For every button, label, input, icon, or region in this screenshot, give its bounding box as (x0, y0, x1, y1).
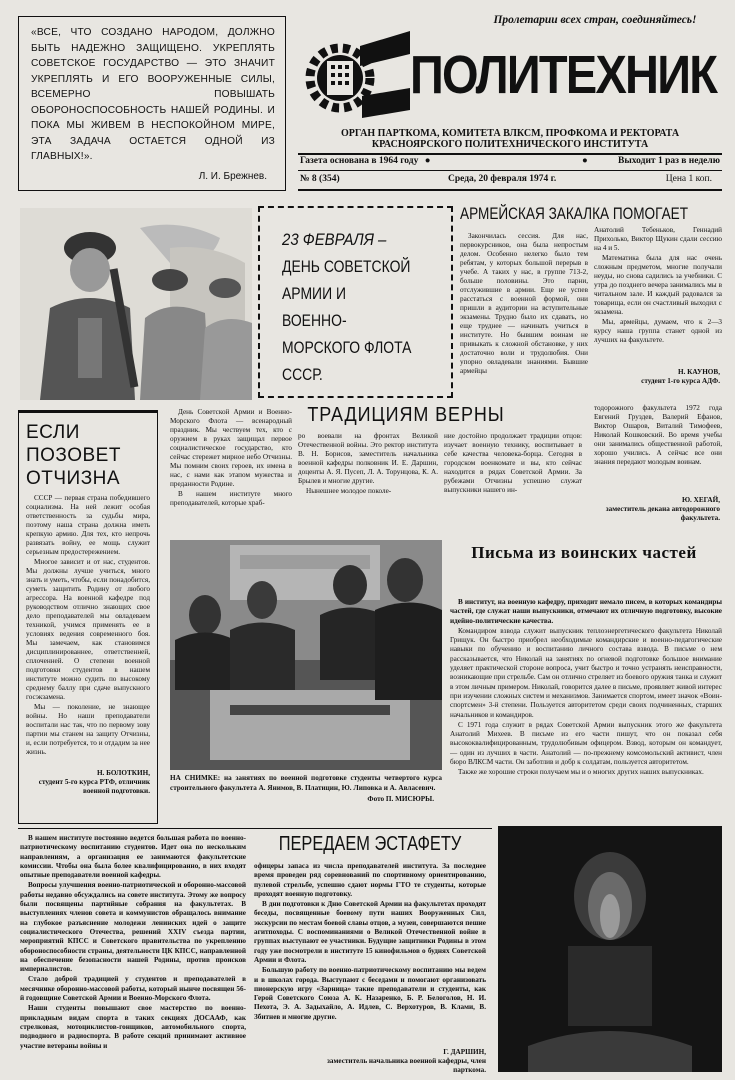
pisma-p1: Командиром взвода служит выпускник теплоэнергетического факультета Николай Грищук. Он быстро приобрел необходимые командирские и военно-педагогические навыки по обучению и воспитанию личного состава взвода. В письме о нем рассказывается, что Николай на занятиях по огневой подготовке большое внимание уделяет практической стороне вопроса, учит быстро и точно устранять неисправности, возникающие при стрельбе. Сам он отлично стреляет из боевого оружия танка и служит в этом личным примером. Николай, говорится далее в письме, проявляет живой интерес при изучении сложных систем и механизмов. Занимается спортом, имеет значок «Воин-спортсмен» 3-й степени. Пользуется авторитетом среди своих подчиненных, старших начальников и командиров. (450, 626, 722, 719)
gear-emblem-icon (300, 26, 410, 126)
armeiskaya-signature-role: студент 1-го курса АДФ. (641, 377, 720, 385)
traditsiyam-headline: ТРАДИЦИЯМ ВЕРНЫ (307, 404, 505, 426)
esli-signature (26, 769, 150, 796)
holiday-line-4: МОРСКОГО ФЛОТА (282, 338, 412, 357)
quote-text: «ВСЕ, ЧТО СОЗДАНО НАРОДОМ, ДОЛЖНО БЫТЬ НАДЕЖНО ЗАЩИЩЕНО. УКРЕПЛЯТЬ СОВЕТСКОЕ ГОСУДАРСТВО — ЭТО ЗНАЧИТ УКРЕПЛЯТЬ И ЕГО ВООРУЖЕННЫЕ СИЛЫ, ВСЕМЕРНО ПОВЫШАТЬ ОБОРОНОСПОСОБНОСТЬ НАШЕЙ РОДИНЫ. И ПОКА МЫ ЖИВЕМ В НЕСПОКОЙНОМ МИРЕ, ЭТА ЗАДАЧА ОСТАЕТСЯ ОДНОЙ ИЗ ГЛАВНЫХ!». (31, 27, 275, 162)
pisma-intro: В институт, на военную кафедру, приходит немало писем, в которых командиры частей, где служат наши выпускники, отмечают их отличную подготовку, высокие идейно-политические качества. (450, 598, 722, 625)
esli-headline-line-3: ОТЧИЗНА (26, 468, 121, 489)
traditsiyam-col2-p2: Нынешнее молодое поколе- (306, 487, 392, 495)
peredaem-signature (300, 1048, 486, 1075)
traditsiyam-col2 (298, 432, 438, 528)
armeiskaya-col2-p2: Математика была для нас очень сложным предметом, многие получали неуды, но снова садились за учебники. С утра до позднего вечера занимались мы в читальном зале. И каждый радовался за товарища, если он счастливый выходил с экзамена. (594, 254, 722, 316)
quote-author: Л. И. Брежнев. (198, 171, 267, 182)
bottom-left-p1: В нашем институте постоянно ведется большая работа по военно-патриотическому воспитанию студентов. Идет она по нескольким направлениям, а организация ее занимаются факультетские комиссии. Чтобы она была более квалифицированно, в них входят опытные преподаватели военной кафедры. (20, 834, 246, 880)
armeiskaya-col2 (594, 226, 722, 366)
photo-credit: Фото П. МИСЮРЫ. (367, 795, 434, 803)
traditsiyam-col4: тодорожного факультета 1972 года Евгений Груздев, Валерий Ефанов, Виктор Ошаров, Виталий Тимофеев, Николай Кошковский. Во время учебы они занимались общественной работой, хорошо учились. А сейчас все они знания передают молодым воинам. (594, 404, 722, 466)
esli-body (26, 494, 150, 766)
traditsiyam-signature-name: Ю. ХЕГАЙ, (681, 496, 720, 504)
armeiskaya-col2-p3: Мы, армейцы, думаем, что к 2—3 курсу наша группа станет одной из лучших на факультете. (594, 318, 722, 344)
peredaem-signature-name: Г. ДАРШИН, (443, 1048, 486, 1056)
issue-line (300, 174, 720, 188)
esli-headline (26, 421, 150, 490)
traditsiyam-col2-p1: ро воевали на фронтах Великой Отечественной войны. Это ректор института В. Н. Борисов, заместитель начальника военной кафедры полковник И. Е. Даршин, доценты А. Я. Пусеп, Л. А. Торунцова, К. А. Брылев и многие другие. (298, 432, 438, 485)
esli-body-p3: Мы — поколение, не знающее войны. Но наши преподаватели воспитали нас так, что по первому зову партии мы станем на защиту Отчизны, и, если потребуется, то и отдадим за нее жизнь. (26, 703, 150, 756)
traditsiyam-signature-role: заместитель декана автодорожного факультета. (605, 505, 720, 522)
traditsiyam-col1-p1: День Советской Армии и Военно-Морского Флота — всенародный праздник. Мы чествуем тех, кто с оружием в руках защищал первое социалистическое государство, кто сейчас стережет мирное небо Отчизны. Мы помним своих героев, их имена в нас, с нами как этапом мужества и преданности Родине. (170, 408, 292, 488)
issue-number: № 8 (354) (300, 174, 340, 184)
esli-headline-line-2: ПОЗОВЕТ (26, 445, 121, 466)
photo-caption-text: НА СНИМКЕ: на занятиях по военной подготовке студенты четвертого курса строительного факультета А. Янимов, В. Платицин, Ю. Липовка и А. Авласевич. (170, 774, 442, 792)
founded-text: Газета основана в 1964 году (300, 156, 419, 166)
soldiers-illustration (20, 208, 252, 400)
traditsiyam-signature (594, 496, 720, 523)
esli-body-p2: Многое зависит и от нас, студентов. Мы должны лучше учиться, много знать и уметь, чтобы, если понадобится, суметь защитить Родину от любого агрессора. На военной кафедре под руководством отлично знающих свое дело преподавателей мы овладеваем техникой, учимся применять ее в условиях ведения современного боя. Мы замечаем, как становимся дисциплинированнее, ответственней, сплоченней. О степени военной подготовки студентов в нашем институте можно судить по высокому среднему баллу при сдаче выпускного госэкзамена. (26, 558, 150, 701)
armeiskaya-col1: Закончилась сессия. Для нас, первокурсников, она была непростым делом. Особенно нелегко было тем ребятам, у которых большой перерыв в учебе. А таких у нас, в группе 713-2, больше половины. Это парни, отслужившие в армии. Еще не успев расстаться с военной формой, они пришли в аудитории на вступительные экзамены. Трудно было их сдавать, но еще труднее — начинать учиться в институте. Но бывшим воинам не привыкать к сложной обстановке, у них достаточно воли и трудолюбия. Они упорно овладевали знаниями. Бывшие армейцы (460, 232, 588, 375)
newspaper-title: ПОЛИТЕХНИК (410, 45, 717, 105)
masthead-emblem (300, 26, 410, 126)
founded-line (300, 156, 720, 170)
military-training-photo (170, 540, 442, 770)
issue-price: Цена 1 коп. (665, 174, 712, 184)
holiday-line-2: ДЕНЬ СОВЕТСКОЙ (282, 257, 411, 276)
traditsiyam-col1-p2: В нашем институте много преподавателей, которые храб- (170, 490, 292, 507)
peredaem-signature-role: заместитель начальника военной кафедры, член парткома. (327, 1057, 486, 1074)
esli-headline-line-1: ЕСЛИ (26, 422, 80, 443)
peredaem-body (254, 862, 486, 1048)
armeiskaya-headline: АРМЕЙСКАЯ ЗАКАЛКА ПОМОГАЕТ (460, 204, 689, 223)
pisma-body (450, 598, 722, 820)
bottom-left-p4: Наши студенты повышают свое мастерство по военно-прикладным видам спорта в таких секциях ДОСААФ, как стрелковая, мотоциклистов-гонщиков, автомобильного спорта, подводного и радиоспорта. В работе секций принимают активное участие ветераны войны и (20, 1004, 246, 1050)
issue-date: Среда, 20 февраля 1974 г. (448, 174, 557, 184)
holiday-line-1: 23 ФЕВРАЛЯ – (282, 230, 387, 249)
pisma-p2: С 1971 года служит в рядах Советской Армии выпускник этого же факультета Анатолий Михеев. В письме из его части пишут, что он показал себя высококвалифицированным, трудолюбивым офицером. Взвод, которым он командует, — один из лучших в части. Анатолий — по-прежнему комсомольский активист, член бюро ВЛКСМ части. Он заботлив и добр к солдатам, пользуется авторитетом. (450, 720, 722, 767)
photo-caption (170, 774, 442, 805)
traditsiyam-col3: ние достойно продолжает традиции отцов: изучает военную технику, воспитывает в себе качества человека-борца. Сегодня в городском военкомате и вы, кто сейчас находится в рядах Советской Армии. За рубежами Отчизны успешно служат выпускники нашего ин- (444, 432, 582, 494)
armeiskaya-signature (594, 368, 720, 386)
peredaem-headline: ПЕРЕДАЕМ ЭСТАФЕТУ (278, 833, 462, 855)
esli-signature-role: студент 5-го курса РТФ, отличник военной подготовки. (38, 778, 150, 795)
bullet-icon: ● (424, 156, 431, 166)
eternal-flame-photo (498, 826, 722, 1072)
brezhnev-quote-box (18, 16, 286, 191)
traditsiyam-col1 (170, 408, 292, 526)
bullet-icon: ● (582, 156, 588, 166)
holiday-line-3: АРМИИ И ВОЕННО- (282, 284, 347, 330)
bottom-left-body (20, 834, 246, 1074)
pisma-headline: Письма из воинских частей (471, 543, 697, 562)
masthead-subtitle-1: ОРГАН ПАРТКОМА, КОМИТЕТА ВЛКСМ, ПРОФКОМА И РЕКТОРАТА (340, 128, 680, 139)
holiday-box (258, 206, 453, 398)
armeiskaya-col2-p1: Анатолий Тебеньков, Геннадий Прихолько, Виктор Щукин сдали сессию на 4 и 5. (594, 226, 722, 252)
peredaem-p1: офицеры запаса из числа преподавателей института. За последнее время проведен ряд соревнований по спортивному ориентированию, пулевой стрельбе, успешно сдают нормы ГТО те студенты, которые проходят военную подготовку. (254, 862, 486, 898)
bottom-left-p2: Вопросы улучшения военно-патриотической и оборонно-массовой работы недавно обсуждались на совете института. Этому же вопросу были посвящены партийные собрания на факультетах. В выступлениях членов совета и коммунистов обращалось внимание на глубокое разъяснение молодежи ленинских идей о защите социалистического Отечества, решений XXIV съезда партии, мероприятий КПСС и Советского правительства по укреплению обороноспособности страны, деятельности ЦК КПСС, направленной на обеспечение безопасности нашей Родины, против происков империалистов. (20, 881, 246, 974)
esli-box (18, 410, 158, 824)
pisma-p3: Также же хорошие строки получаем мы и о многих других наших выпускниках. (458, 768, 704, 777)
esli-body-p1: СССР — первая страна победившего социализма. На ней лежит особая ответственность за судьбы мира, поэтому наша страна должна иметь крепкую армию. Для тех, кто непрочь развязать войну, ее мощь служит серьезным предостережением. (26, 494, 150, 556)
holiday-line-5: СССР. (282, 365, 323, 384)
peredaem-p3: Большую работу по военно-патриотическому воспитанию мы ведем и в школах города. Выступают с беседами и помогают организовать пионерскую игру «Зарница» такие преподаватели и студенты, как Герой Советского Союза А. К. Назаренко, Б. Р. Белоголов, Н. И. Пехота, Э. А. Задыхайло, А. Идлев, С. Верхотуров, В. Клами, В. Збитнев и многие другие. (254, 966, 486, 1021)
armeiskaya-signature-name: Н. КАУНОВ, (677, 368, 720, 376)
slogan: Пролетарии всех стран, соединяйтесь! (493, 14, 697, 26)
peredaem-p2: В дни подготовки к Дню Советской Армии на факультетах проходят беседы, посвященные боевому пути наших Вооруженных Сил, экскурсии по местам боевой славы отцов, а музеи, совершаются пешие агитпоходы. С воспоминаниями о Великой Отечественной войне в группах выступают ее участники. Будущие защитники Родины в этом году уже посмотрели в институте 15 кинофильмов о буднях Советской Армии и Флота. (254, 900, 486, 964)
bottom-left-p3: Стало доброй традицией у студентов и преподавателей в месячнике оборонно-массовой работы, который нынче посвящен 56-й годовщине Советской Армии и Военно-Морского Флота. (20, 975, 246, 1003)
masthead-subtitle-2: КРАСНОЯРСКОГО ПОЛИТЕХНИЧЕСКОГО ИНСТИТУТА (371, 139, 649, 150)
frequency-text: Выходит 1 раз в неделю (618, 156, 720, 166)
esli-signature-name: Н. БОЛОТКИН, (96, 769, 150, 777)
